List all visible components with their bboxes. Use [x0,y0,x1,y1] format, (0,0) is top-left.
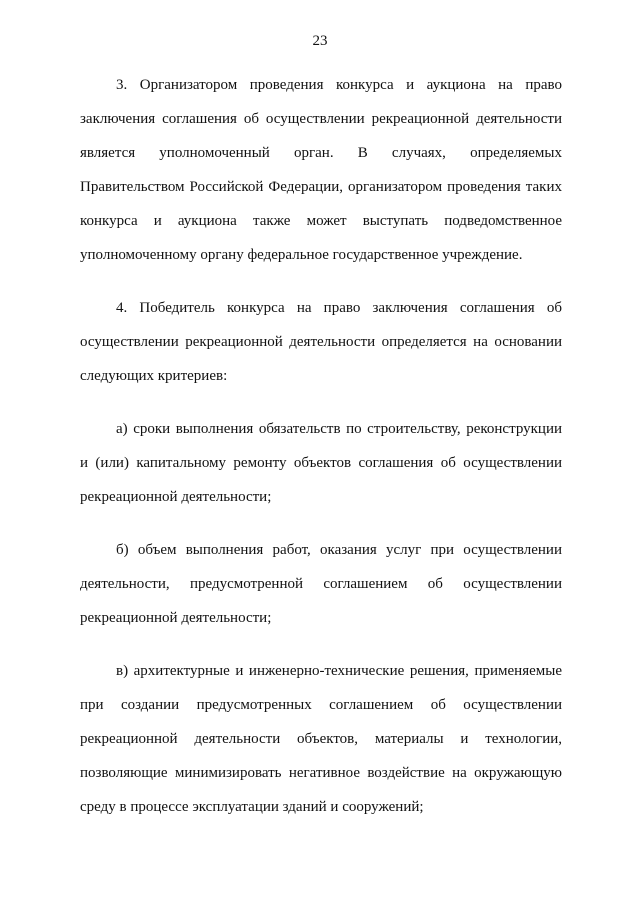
text-line: 3. Организатором проведения конкурса и аукциона на право [116,77,562,93]
text-line: Правительством Российской Федерации, организатором проведения таких [80,179,562,195]
criterion-v [80,654,562,824]
page-number: 23 [312,33,328,49]
text-line: рекреационной деятельности; [80,489,272,505]
text-line: является уполномоченный орган. В случаях, определяемых [80,145,562,161]
text-line: 4. Победитель конкурса на право заключения соглашения об [116,300,562,316]
text-line: осуществлении рекреационной деятельности определяется на основании [80,334,562,350]
text-line: а) сроки выполнения обязательств по строительству, реконструкции [116,421,562,437]
text-line: позволяющие минимизировать негативное воздействие на окружающую [80,765,562,781]
text-line: б) объем выполнения работ, оказания услуг при осуществлении [116,542,562,558]
document-body [80,68,562,843]
text-line: заключения соглашения об осуществлении рекреационной деятельности [80,111,562,127]
text-line: при создании предусмотренных соглашением об осуществлении [80,697,562,713]
text-line: среду в процессе эксплуатации зданий и сооружений; [80,799,424,815]
text-line: уполномоченному органу федеральное государственное учреждение. [80,247,523,263]
text-line: рекреационной деятельности; [80,610,272,626]
paragraph-4-winner [80,291,562,393]
text-line: конкурса и аукциона также может выступать подведомственное [80,213,562,229]
text-line: и (или) капитальному ремонту объектов соглашения об осуществлении [80,455,562,471]
criterion-b [80,533,562,635]
criterion-a [80,412,562,514]
paragraph-3-organizer [80,68,562,272]
text-line: деятельности, предусмотренной соглашением об осуществлении [80,576,562,592]
text-line: рекреационной деятельности объектов, материалы и технологии, [80,731,562,747]
text-line: следующих критериев: [80,368,228,384]
text-line: в) архитектурные и инженерно-технические решения, применяемые [116,663,562,679]
